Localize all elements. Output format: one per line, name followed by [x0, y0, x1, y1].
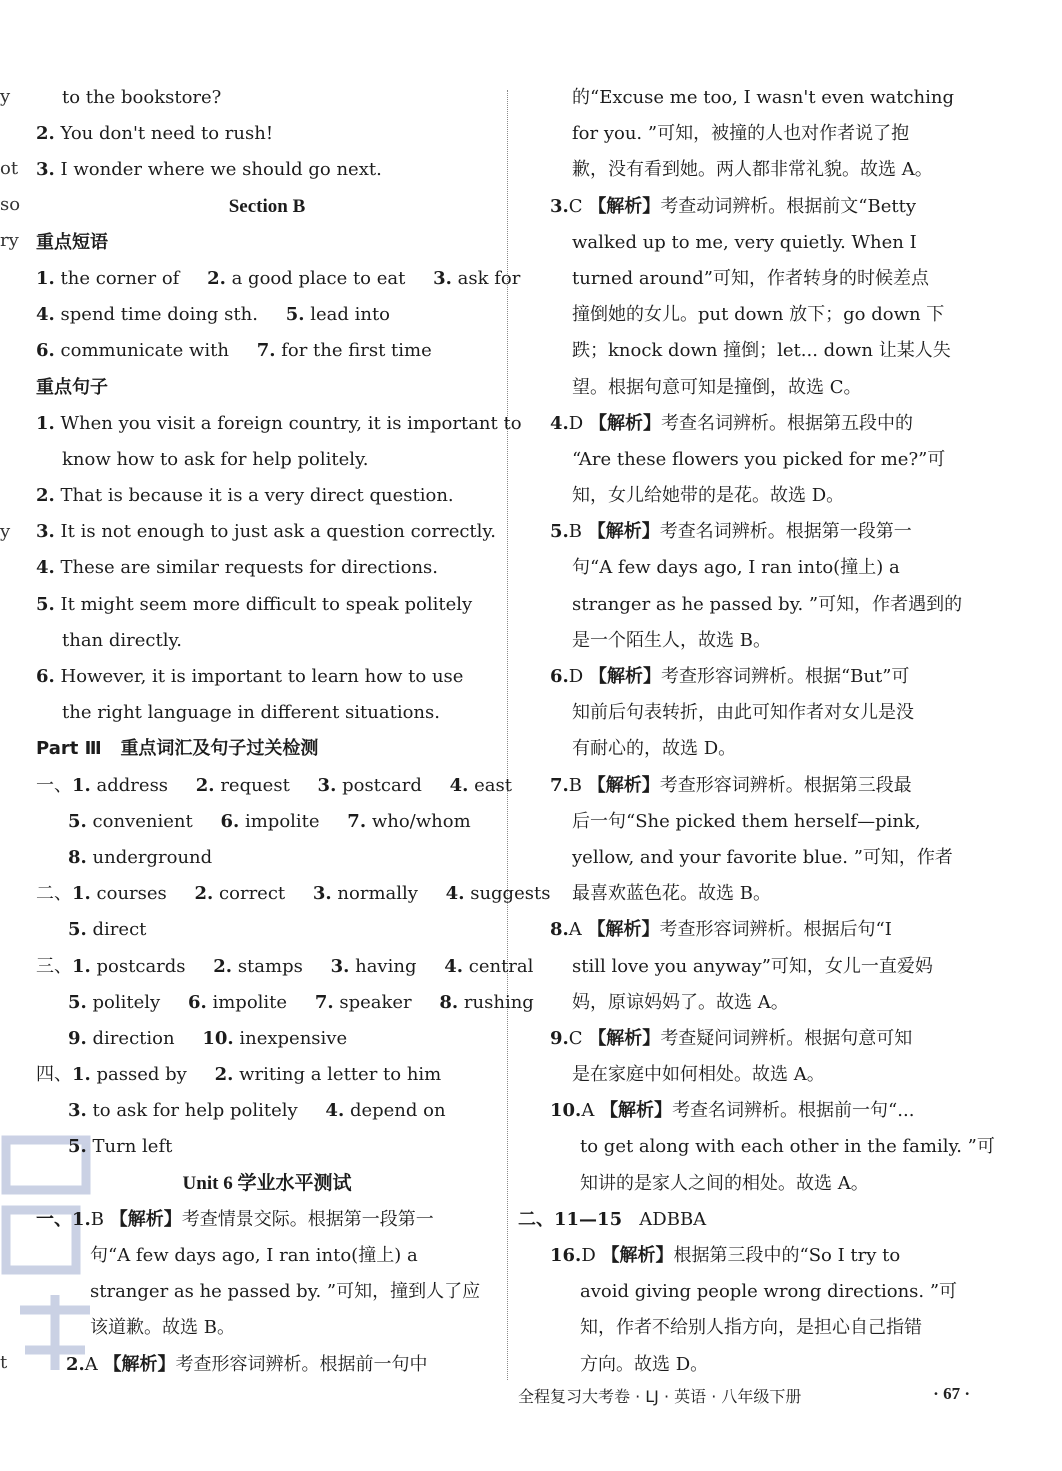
explanation-line: 妈，原谅妈妈了。故选 A。: [572, 991, 789, 1013]
vocab-row: 四、1. passed by 2. writing a letter to him: [36, 1064, 442, 1086]
explanation-line: 4.D 【解析】考查名词辨析。根据第五段中的: [550, 412, 913, 434]
sentence-line: the right language in different situations.: [62, 702, 440, 724]
explanation-line: 7.B 【解析】考查形容词辨析。根据第三段最: [550, 774, 912, 796]
edge-fragment: y: [0, 86, 11, 107]
explanation-line: 是一个陌生人，故选 B。: [572, 629, 771, 651]
explanation-line: yellow, and your favorite blue. ”可知，作者: [572, 846, 953, 868]
sentence-line: 3. It is not enough to just ask a question correctly.: [36, 521, 496, 543]
explanation-line: avoid giving people wrong directions. ”可: [580, 1281, 958, 1303]
explanation-line: 句“A few days ago, I ran into(撞上) a: [90, 1245, 418, 1266]
section-heading: Section B: [228, 195, 306, 217]
vocab-row: 一、1. address 2. request 3. postcard 4. east: [36, 774, 512, 796]
explanation-line: 该道歉。故选 B。: [90, 1317, 235, 1339]
explanation-line: 歉，没有看到她。两人都非常礼貌。故选 A。: [572, 159, 933, 181]
edge-fragment: y: [0, 521, 11, 542]
sentence-line: 4. These are similar requests for directions.: [36, 557, 439, 579]
explanation-line: 10.A 【解析】考查名词辨析。根据前一句“...: [550, 1100, 915, 1122]
left-column: [36, 80, 551, 1383]
explanation-line: 知，作者不给别人指方向，是担心自己指错: [580, 1317, 922, 1339]
phrase-row: 1. the corner of 2. a good place to eat 3. ask for: [36, 267, 521, 289]
answer-line: 3. I wonder where we should go next.: [36, 159, 382, 181]
unit-title: Unit 6 学业水平测试: [182, 1172, 352, 1194]
sentence-line: 6. However, it is important to learn how to use: [36, 666, 464, 687]
page-footer: [518, 1384, 970, 1407]
part-heading: Part Ⅲ 重点词汇及句子过关检测: [36, 738, 319, 760]
sentence-line: 5. It might seem more difficult to speak politely: [36, 593, 473, 615]
explanation-line: stranger as he passed by. ”可知，作者遇到的: [572, 593, 963, 615]
vocab-row: 8. underground: [68, 846, 213, 868]
phrases-heading: 重点短语: [36, 231, 108, 253]
explanation-line: 方向。故选 D。: [580, 1353, 709, 1375]
vocab-row: 5. politely 6. impolite 7. speaker 8. rushing: [68, 991, 534, 1013]
phrase-row: 4. spend time doing sth. 5. lead into: [36, 304, 391, 326]
vocab-row: 5. Turn left: [68, 1136, 173, 1158]
edge-fragment: so: [0, 194, 21, 215]
edge-fragment: t: [0, 1352, 8, 1373]
sentence-line: than directly.: [62, 629, 182, 651]
explanation-line: 撞倒她的女儿。put down 放下；go down 下: [572, 304, 945, 326]
explanation-line: “Are these flowers you picked for me?”可: [572, 448, 946, 470]
explanation-line: 的“Excuse me too, I wasn't even watching: [572, 87, 954, 108]
sentence-line: know how to ask for help politely.: [62, 448, 369, 470]
explanation-line: 知，女儿给她带的是花。故选 D。: [572, 485, 845, 507]
right-column: [518, 80, 995, 1383]
explanation-line: 知前后句表转折，由此可知作者对女儿是没: [572, 702, 914, 724]
sentence-line: 2. That is because it is a very direct question.: [36, 485, 454, 507]
explanation-line: 一、1.B 【解析】考查情景交际。根据第一段第一: [36, 1208, 434, 1230]
explanation-line: 9.C 【解析】考查疑问词辨析。根据句意可知: [550, 1027, 913, 1049]
explanation-line: 16.D 【解析】根据第三段中的“So I try to: [550, 1245, 901, 1266]
explanation-line: stranger as he passed by. ”可知，撞到人了应: [90, 1281, 481, 1303]
sentence-line: 1. When you visit a foreign country, it is important to: [36, 412, 522, 434]
explanation-line: 有耐心的，故选 D。: [572, 738, 737, 760]
vocab-row: 3. to ask for help politely 4. depend on: [68, 1100, 446, 1122]
page-number: · 67 ·: [933, 1384, 970, 1403]
explanation-line: still love you anyway”可知，女儿一直爱妈: [572, 955, 933, 977]
explanation-line: to get along with each other in the family. ”可: [580, 1136, 995, 1158]
explanation-line: for you. ”可知，被撞的人也对作者说了抱: [572, 123, 910, 145]
explanation-line: 8.A 【解析】考查形容词辨析。根据后句“I: [550, 919, 892, 941]
explanation-line: 跌；knock down 撞倒；let... down 让某人失: [572, 340, 951, 362]
explanation-line: walked up to me, very quietly. When I: [572, 231, 917, 253]
explanation-line: 6.D 【解析】考查形容词辨析。根据“But”可: [550, 666, 910, 687]
edge-fragment: ry: [0, 230, 19, 251]
vocab-row: 9. direction 10. inexpensive: [68, 1027, 348, 1049]
vocab-row: 5. convenient 6. impolite 7. who/whom: [68, 810, 471, 832]
explanation-line: 知讲的是家人之间的相处。故选 A。: [580, 1172, 869, 1194]
edge-fragment: ot: [0, 158, 19, 179]
explanation-line: 5.B 【解析】考查名词辨析。根据第一段第一: [550, 521, 912, 543]
book-title: 全程复习大考卷 · LJ · 英语 · 八年级下册: [518, 1387, 802, 1406]
explanation-line: 最喜欢蓝色花。故选 B。: [572, 883, 771, 905]
answer-line: 2. You don't need to rush!: [36, 123, 274, 145]
explanation-line: turned around”可知，作者转身的时候差点: [572, 267, 930, 289]
explanation-line: 望。根据句意可知是撞倒，故选 C。: [572, 376, 862, 398]
vocab-row: 5. direct: [68, 919, 147, 941]
vocab-row: 二、1. courses 2. correct 3. normally 4. suggests: [36, 883, 551, 905]
phrase-row: 6. communicate with 7. for the first time: [36, 340, 432, 362]
explanation-line: 句“A few days ago, I ran into(撞上) a: [572, 557, 900, 579]
explanation-line: 2.A 【解析】考查形容词辨析。根据前一句中: [66, 1353, 428, 1375]
explanation-line: 是在家庭中如何相处。故选 A。: [572, 1064, 825, 1086]
explanation-line: 3.C 【解析】考查动词辨析。根据前文“Betty: [550, 195, 917, 217]
answer-line: to the bookstore?: [62, 87, 222, 108]
sentences-heading: 重点句子: [36, 376, 108, 398]
answer-group: 二、11—15 ADBBA: [518, 1208, 707, 1230]
vocab-row: 三、1. postcards 2. stamps 3. having 4. central: [36, 955, 534, 977]
explanation-line: 后一句“She picked them herself—pink,: [572, 810, 921, 832]
